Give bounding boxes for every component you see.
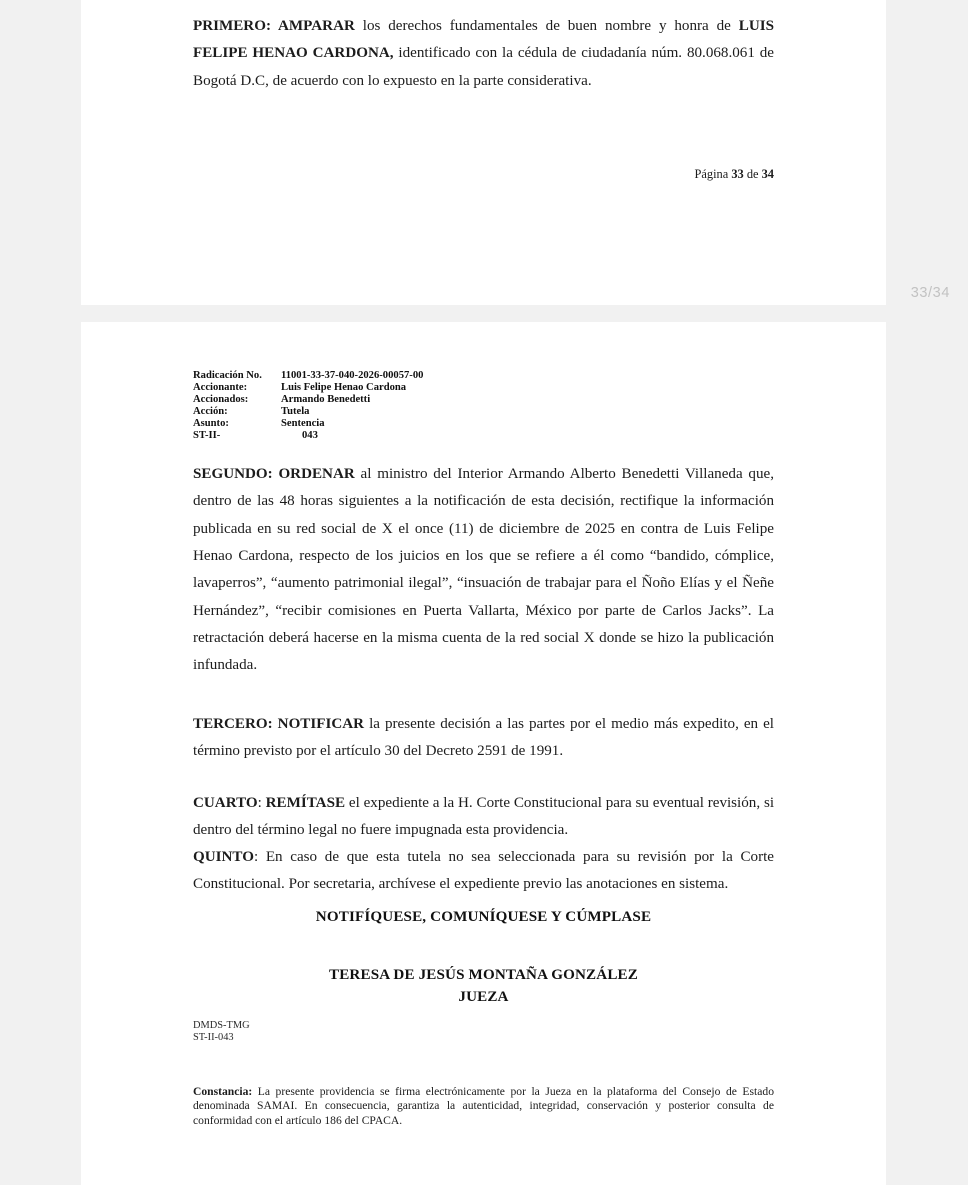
paragraph-segundo: [193, 461, 774, 679]
table-row: [193, 406, 423, 418]
case-header-key: Accionados:: [193, 393, 249, 405]
initials-line-2: ST-II-043: [193, 1032, 234, 1044]
table-row: [193, 394, 423, 406]
case-header-value: 11001-33-37-040-2026-00057-00: [281, 370, 424, 381]
constancia-note: [193, 1085, 774, 1129]
table-row: [193, 418, 423, 430]
signature-judge-role: JUEZA: [458, 989, 509, 1005]
case-header-key: Radicación No.: [193, 370, 262, 381]
case-header-value: 043: [302, 429, 318, 441]
primero-text-1: los derechos fundamentales de buen nombre y honra de: [354, 18, 739, 35]
table-row: [193, 382, 423, 394]
case-header-value: Luis Felipe Henao Cardona: [281, 381, 407, 393]
footer-label-pagina: Página: [694, 167, 732, 181]
tercero-text: la presente decisión a las partes por el medio más expedito, en el término previsto por el artículo 30 del Decreto 2591 de 1991.: [193, 716, 775, 760]
footer-label-de: de: [743, 167, 762, 181]
table-row: [193, 370, 423, 382]
tercero-lead: TERCERO: NOTIFICAR: [193, 716, 365, 733]
cuarto-lead-2: REMÍTASE: [265, 795, 346, 812]
footer-current-page: 33: [731, 167, 744, 181]
page-number-indicator: 33/34: [910, 285, 950, 301]
primero-lead: PRIMERO: AMPARAR: [193, 18, 355, 35]
case-header-body: [193, 370, 423, 441]
case-header-key: ST-II-: [193, 429, 221, 441]
heading-notifiquese: NOTIFÍQUESE, COMUNÍQUESE Y CÚMPLASE: [315, 909, 652, 925]
primero-name: LUIS FELIPE HENAO CARDONA,: [193, 18, 774, 62]
footer-total-pages: 34: [761, 167, 774, 181]
document-initials: [193, 1020, 250, 1045]
document-page-34: [81, 322, 886, 1185]
paragraph-quinto: [193, 844, 774, 899]
case-header-table: [193, 370, 423, 441]
case-header-value: Armando Benedetti: [281, 393, 371, 405]
case-header-key: Acción:: [193, 405, 228, 417]
paragraph-cuarto: [193, 790, 774, 845]
case-header-key: Accionante:: [193, 381, 248, 393]
signature-judge-name: TERESA DE JESÚS MONTAÑA GONZÁLEZ: [329, 967, 638, 983]
paragraph-primero: [193, 13, 774, 95]
cuarto-lead-1: CUARTO: [193, 795, 258, 812]
quinto-text: : En caso de que esta tutela no sea seleccionada para su revisión por la Corte Constitucional. Por secretaria, archívese el expediente previo las anotaciones en sistema.: [193, 849, 774, 893]
initials-line-1: DMDS-TMG: [193, 1020, 250, 1031]
segundo-lead: SEGUNDO: ORDENAR: [193, 466, 355, 483]
cuarto-separator: :: [257, 795, 266, 812]
case-header-key: Asunto:: [193, 417, 229, 429]
quinto-lead: QUINTO: [193, 849, 254, 866]
table-row: [193, 430, 423, 442]
paragraph-tercero: [193, 711, 774, 766]
constancia-label: Constancia:: [193, 1084, 253, 1098]
primero-text-2: identificado con la cédula de ciudadanía núm. 80.068.061 de Bogotá D.C, de acuerdo con lo expuesto en la parte considerativa.: [193, 45, 775, 89]
cuarto-text: el expediente a la H. Corte Constitucional para su eventual revisión, si dentro del término legal no fuere impugnada esta providencia.: [193, 795, 775, 839]
page-footer-pagination: [695, 167, 775, 182]
document-page-33: [81, 0, 886, 305]
case-header-value: Tutela: [281, 405, 310, 417]
segundo-text: al ministro del Interior Armando Alberto Benedetti Villaneda que, dentro de las 48 horas siguientes a la notificación de esta decisión, rectifique la información publicada en su red social de X el once (11) de diciembre de 2025 en contra de Luis Felipe Henao Cardona, respecto de los juicios en los que se refiere a él como “bandido, cómplice, lavaperros”, “aumento patrimonial ilegal”, “insuación de trabajar para el Ñoño Elías y el Ñeñe Hernández”, “recibir comisiones en Puerta Vallarta, México por parte de Carlos Jacks”. La retractación deberá hacerse en la misma cuenta de la red social X donde se hizo la publicación infundada.: [193, 466, 774, 674]
constancia-text: La presente providencia se firma electrónicamente por la Jueza en la plataforma del Consejo de Estado denominada SAMAI. En consecuencia, garantiza la autenticidad, integridad, conservación y posterior consulta de conformidad con el artículo 186 del CPACA.: [193, 1084, 774, 1127]
case-header-value: Sentencia: [281, 417, 325, 429]
